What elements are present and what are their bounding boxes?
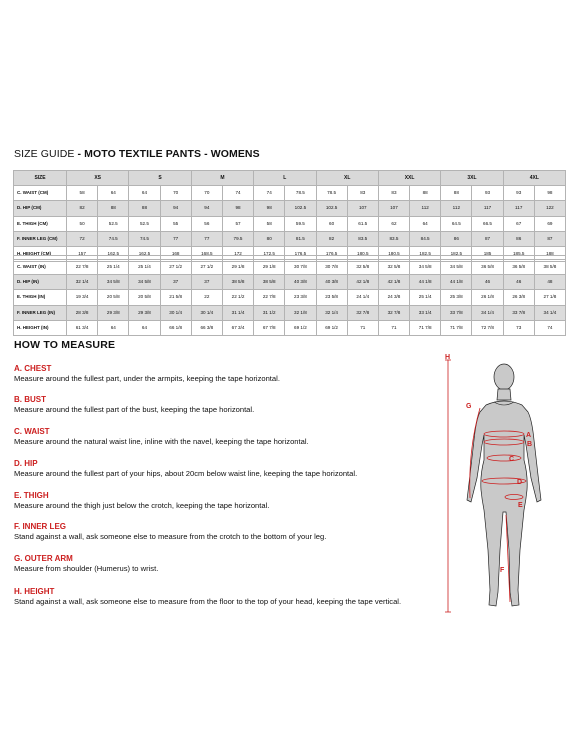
table-cell: 42 1/8 — [378, 275, 409, 290]
table-cell: 88 — [129, 201, 160, 216]
header-4xl: 4XL — [503, 171, 565, 186]
table-cell: 32 1/4 — [67, 275, 98, 290]
table-cell: 94 — [160, 201, 191, 216]
measure-item — [14, 427, 434, 447]
table-cell: 30 7/8 — [316, 260, 347, 275]
table-cell: 30 7/8 — [285, 260, 316, 275]
table-cell: 74.5 — [98, 231, 129, 246]
table-cell: 64 — [98, 186, 129, 201]
table-cell: 88 — [441, 186, 472, 201]
table-row — [14, 201, 566, 216]
size-table-cm — [13, 170, 566, 262]
row-label: D. HIP (IN) — [14, 275, 67, 290]
table-cell: 24 3/8 — [378, 290, 409, 305]
label-a: A — [526, 432, 532, 439]
table-row — [14, 260, 566, 275]
measure-item-title: E. THIGH — [14, 491, 49, 500]
page-title — [14, 148, 260, 160]
table-cell: 64.5 — [441, 216, 472, 231]
table-cell: 162.5 — [129, 246, 160, 261]
table-cell: 82 — [67, 201, 98, 216]
table-cell: 48 — [534, 275, 565, 290]
header-xs: XS — [67, 171, 129, 186]
table-row — [14, 216, 566, 231]
label-h: H — [445, 354, 451, 361]
measure-item — [14, 587, 434, 607]
table-cell: 98 — [254, 201, 285, 216]
table-cell: 107 — [347, 201, 378, 216]
measure-item-title: F. INNER LEG — [14, 522, 67, 531]
measure-item-title: D. HIP — [14, 459, 38, 468]
table-cell: 55 — [160, 216, 191, 231]
table-cell: 64 — [129, 186, 160, 201]
row-label: F. INNER LEG (IN) — [14, 305, 67, 320]
table-cell: 69 1/2 — [316, 320, 347, 335]
measure-item-title: C. WAIST — [14, 427, 50, 436]
header-3xl: 3XL — [441, 171, 503, 186]
table-cell: 38 5/8 — [222, 275, 253, 290]
table-cell: 168.5 — [191, 246, 222, 261]
table-cell: 66 1/8 — [160, 320, 191, 335]
table-cell: 19 3/4 — [67, 290, 98, 305]
table-cell: 67 3/4 — [222, 320, 253, 335]
table-cell: 25 1/4 — [98, 260, 129, 275]
measure-item — [14, 364, 434, 384]
table-cell: 50 — [67, 216, 98, 231]
table-cell: 38 5/8 — [254, 275, 285, 290]
measure-item — [14, 395, 434, 415]
table-cell: 40 3/8 — [316, 275, 347, 290]
table-cell: 61.5 — [347, 216, 378, 231]
table-cell: 26 3/8 — [503, 290, 534, 305]
header-size: SIZE — [14, 171, 67, 186]
table-cell: 42 1/8 — [347, 275, 378, 290]
table-cell: 27 1/2 — [160, 260, 191, 275]
table-cell: 86 — [441, 231, 472, 246]
table-cell: 180.5 — [347, 246, 378, 261]
table-cell: 78.5 — [316, 186, 347, 201]
measure-item-description: Measure around the fullest part of the bust, keeping the tape horizontal. — [14, 405, 255, 414]
table-cell: 26 1/8 — [472, 290, 503, 305]
table-cell: 93 — [503, 186, 534, 201]
table-cell: 56 — [191, 216, 222, 231]
table-cell: 46 — [472, 275, 503, 290]
table-cell: 64 — [410, 216, 441, 231]
size-table-in — [13, 259, 566, 336]
table-cell: 36 5/8 — [472, 260, 503, 275]
table-cell: 93 — [472, 186, 503, 201]
table-cell: 27 1/8 — [534, 290, 565, 305]
table-cell: 23 3/8 — [285, 290, 316, 305]
table-cell: 67 — [503, 216, 534, 231]
table-cell: 22 7/8 — [67, 260, 98, 275]
table-cell: 70 — [191, 186, 222, 201]
table-cell: 74 — [222, 186, 253, 201]
label-e: E — [518, 502, 523, 509]
table-cell: 188 — [534, 246, 565, 261]
table-cell: 79.5 — [222, 231, 253, 246]
table-cell: 34 1/4 — [534, 305, 565, 320]
measure-item-description: Measure around the fullest part, under the armpits, keeping the tape horizontal. — [14, 374, 280, 383]
table-cell: 70 — [160, 186, 191, 201]
table-cell: 117 — [503, 201, 534, 216]
how-to-measure-heading: HOW TO MEASURE — [14, 339, 116, 351]
table-cell: 182.5 — [410, 246, 441, 261]
label-b: B — [527, 441, 533, 448]
measure-item-title: A. CHEST — [14, 364, 52, 373]
table-cell: 74.5 — [129, 231, 160, 246]
table-cell: 22 1/2 — [222, 290, 253, 305]
table-cell: 28 3/8 — [67, 305, 98, 320]
table-cell: 34 1/4 — [472, 305, 503, 320]
row-label: E. THIGH (IN) — [14, 290, 67, 305]
table-cell: 59.5 — [285, 216, 316, 231]
table-cell: 36 5/8 — [503, 260, 534, 275]
measure-item-title: B. BUST — [14, 395, 46, 404]
measure-item-description: Measure around the thigh just below the crotch, keeping the tape horizontal. — [14, 501, 270, 510]
table-cell: 34 5/8 — [410, 260, 441, 275]
header-l: L — [254, 171, 316, 186]
table-cell: 40 3/8 — [285, 275, 316, 290]
table-cell: 84.5 — [410, 231, 441, 246]
table-cell: 31 1/2 — [254, 305, 285, 320]
table-cell: 66.5 — [472, 216, 503, 231]
table-cell: 102.5 — [285, 201, 316, 216]
table-cell: 83 — [347, 186, 378, 201]
table-cell: 44 1/8 — [410, 275, 441, 290]
header-m: M — [191, 171, 253, 186]
table-cell: 32 5/8 — [378, 260, 409, 275]
table-cell: 33 1/4 — [410, 305, 441, 320]
table-cell: 83 — [378, 186, 409, 201]
table-cell: 62 — [378, 216, 409, 231]
label-f: F — [500, 567, 505, 574]
table-cell: 44 1/8 — [441, 275, 472, 290]
table-cell: 25 1/4 — [410, 290, 441, 305]
row-label: D. HIP (CM) — [14, 201, 67, 216]
table-cell: 107 — [378, 201, 409, 216]
table-cell: 29 1/8 — [254, 260, 285, 275]
measure-item-title: H. HEIGHT — [14, 587, 55, 596]
label-g: G — [466, 403, 472, 410]
table-cell: 98 — [534, 186, 565, 201]
table-cell: 162.5 — [98, 246, 129, 261]
table-row — [14, 305, 566, 320]
table-cell: 117 — [472, 201, 503, 216]
table-cell: 77 — [191, 231, 222, 246]
measure-item-title: G. OUTER ARM — [14, 554, 73, 563]
table-cell: 74 — [534, 320, 565, 335]
table-cell: 34 5/8 — [129, 275, 160, 290]
title-rest: - MOTO TEXTILE PANTS - WOMENS — [74, 148, 260, 160]
row-label: H. HEIGHT (CM) — [14, 246, 67, 261]
table-cell: 38 5/8 — [534, 260, 565, 275]
row-label: E. THIGH (CM) — [14, 216, 67, 231]
table-row — [14, 186, 566, 201]
table-cell: 23 5/8 — [316, 290, 347, 305]
measure-item-description: Measure from shoulder (Humerus) to wrist. — [14, 564, 159, 573]
table-cell: 57 — [222, 216, 253, 231]
table-cell: 94 — [191, 201, 222, 216]
table-cell: 64 — [129, 320, 160, 335]
title-prefix: SIZE GUIDE — [14, 148, 75, 160]
table-cell: 20 5/8 — [129, 290, 160, 305]
table-cell: 58 — [254, 216, 285, 231]
table-cell: 87 — [472, 231, 503, 246]
table-cell: 87 — [534, 231, 565, 246]
table-cell: 22 7/8 — [254, 290, 285, 305]
table-cell: 30 1/4 — [160, 305, 191, 320]
measure-item-description: Stand against a wall, ask someone else to measure from the floor to the top of your head, keeping the tape vertical. — [14, 597, 402, 606]
table-cell: 52.5 — [129, 216, 160, 231]
table-cell: 34 5/8 — [98, 275, 129, 290]
table-cell: 25 1/4 — [129, 260, 160, 275]
label-c: C — [509, 456, 515, 463]
body-measurement-figure — [440, 350, 570, 620]
table-cell: 71 7/8 — [410, 320, 441, 335]
table-cell: 102.5 — [316, 201, 347, 216]
measure-item — [14, 554, 434, 574]
table-cell: 74 — [254, 186, 285, 201]
header-xxl: XXL — [378, 171, 440, 186]
table-cell: 32 1/8 — [285, 305, 316, 320]
table-cell: 67 7/8 — [254, 320, 285, 335]
table-cell: 172.5 — [254, 246, 285, 261]
table-cell: 82 — [316, 231, 347, 246]
table-cell: 69 — [534, 216, 565, 231]
table-cell: 180.5 — [378, 246, 409, 261]
table-cell: 29 3/8 — [98, 305, 129, 320]
measure-item — [14, 522, 434, 542]
table-cell: 46 — [503, 275, 534, 290]
table-cell: 168 — [160, 246, 191, 261]
table-cell: 72 — [67, 231, 98, 246]
table-cell: 58 — [67, 186, 98, 201]
table-cell: 32 7/8 — [347, 305, 378, 320]
table-cell: 21 5/8 — [160, 290, 191, 305]
row-label: C. WAIST (IN) — [14, 260, 67, 275]
table-cell: 77 — [160, 231, 191, 246]
measure-item-description: Stand against a wall, ask someone else to measure from the crotch to the bottom of your leg. — [14, 532, 327, 541]
table-cell: 32 7/8 — [378, 305, 409, 320]
table-cell: 122 — [534, 201, 565, 216]
table-cell: 69 1/2 — [285, 320, 316, 335]
row-label: C. WAIST (CM) — [14, 186, 67, 201]
table-cell: 80 — [254, 231, 285, 246]
measure-item-description: Measure around the fullest part of your hips, about 20cm below waist line, keeping the tape horizontal. — [14, 469, 358, 478]
table-cell: 88 — [410, 186, 441, 201]
size-header-row — [14, 171, 566, 186]
table-row — [14, 275, 566, 290]
table-cell: 78.5 — [285, 186, 316, 201]
table-cell: 71 7/8 — [441, 320, 472, 335]
header-xl: XL — [316, 171, 378, 186]
table-cell: 52.5 — [98, 216, 129, 231]
table-cell: 60 — [316, 216, 347, 231]
header-s: S — [129, 171, 191, 186]
table-cell: 33 7/8 — [441, 305, 472, 320]
table-cell: 83.5 — [378, 231, 409, 246]
table-cell: 66 3/8 — [191, 320, 222, 335]
table-cell: 185.5 — [503, 246, 534, 261]
table-cell: 61 3/4 — [67, 320, 98, 335]
table-cell: 185 — [472, 246, 503, 261]
table-cell: 32 5/8 — [347, 260, 378, 275]
table-cell: 98 — [222, 201, 253, 216]
table-cell: 73 — [503, 320, 534, 335]
table-cell: 25 3/8 — [441, 290, 472, 305]
table-cell: 172 — [222, 246, 253, 261]
row-label: F. INNER LEG (CM) — [14, 231, 67, 246]
table-cell: 86 — [503, 231, 534, 246]
measure-item — [14, 459, 434, 479]
table-cell: 64 — [98, 320, 129, 335]
table-cell: 176.5 — [285, 246, 316, 261]
table-cell: 37 — [191, 275, 222, 290]
table-cell: 33 7/8 — [503, 305, 534, 320]
table-cell: 112 — [441, 201, 472, 216]
table-row — [14, 231, 566, 246]
table-cell: 37 — [160, 275, 191, 290]
table-cell: 31 1/4 — [222, 305, 253, 320]
table-cell: 24 1/4 — [347, 290, 378, 305]
row-label: H. HEIGHT (IN) — [14, 320, 67, 335]
table-cell: 20 5/8 — [98, 290, 129, 305]
table-cell: 112 — [410, 201, 441, 216]
table-cell: 182.5 — [441, 246, 472, 261]
table-row — [14, 320, 566, 335]
table-row — [14, 290, 566, 305]
label-d: D — [517, 479, 523, 486]
table-cell: 83.5 — [347, 231, 378, 246]
table-cell: 29 1/8 — [222, 260, 253, 275]
table-cell: 32 1/4 — [316, 305, 347, 320]
table-cell: 71 — [378, 320, 409, 335]
table-cell: 176.5 — [316, 246, 347, 261]
table-cell: 34 5/8 — [441, 260, 472, 275]
table-cell: 157 — [67, 246, 98, 261]
table-cell: 27 1/2 — [191, 260, 222, 275]
table-cell: 30 1/4 — [191, 305, 222, 320]
table-cell: 81.5 — [285, 231, 316, 246]
table-cell: 22 — [191, 290, 222, 305]
table-cell: 71 — [347, 320, 378, 335]
measure-item-description: Measure around the natural waist line, inline with the navel, keeping the tape horizontal. — [14, 437, 309, 446]
measure-item — [14, 491, 434, 511]
table-cell: 88 — [98, 201, 129, 216]
table-cell: 29 3/8 — [129, 305, 160, 320]
table-cell: 72 7/8 — [472, 320, 503, 335]
